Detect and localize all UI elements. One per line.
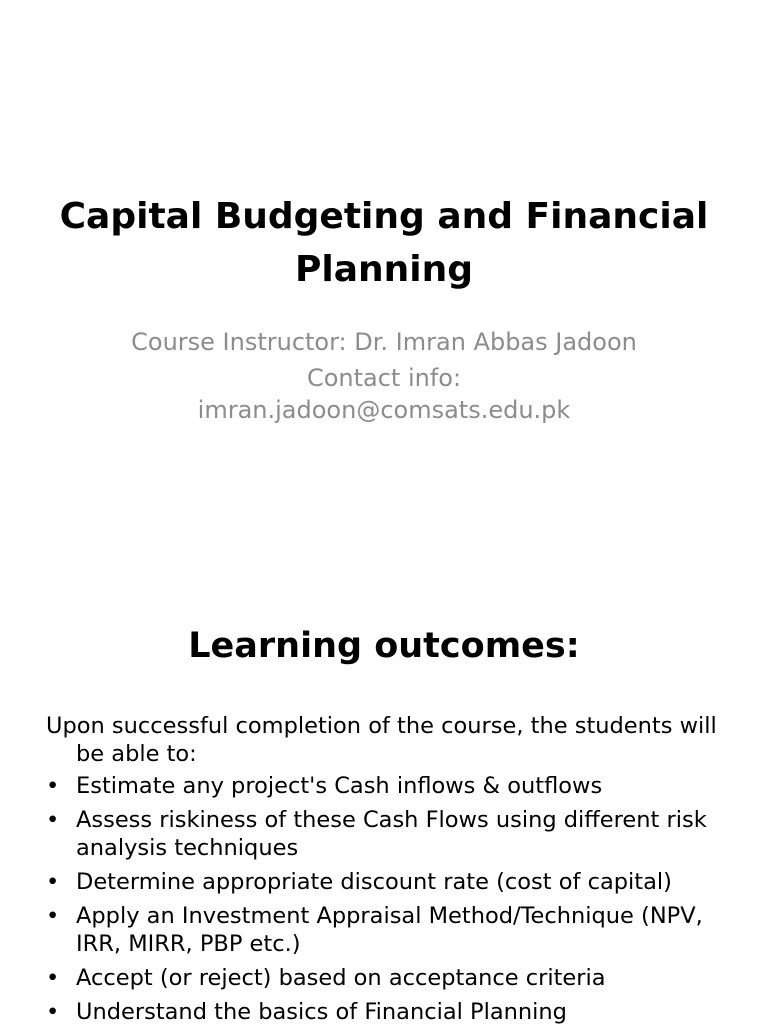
outcome-text: Accept (or reject) based on acceptance criteria (76, 965, 606, 991)
outcome-text: Determine appropriate discount rate (cost of capital) (76, 869, 672, 895)
outcome-text: Assess riskiness of these Cash Flows using different risk analysis techniques (76, 807, 707, 861)
slide-heading: Learning outcomes: (188, 626, 580, 666)
bullet-icon: • (46, 965, 60, 991)
list-item (46, 998, 736, 1024)
intro-text: Upon successful completion of the course, the students will be able to: (46, 713, 717, 767)
list-item (46, 806, 736, 862)
instructor-line: Course Instructor: Dr. Imran Abbas Jadoon (131, 328, 637, 356)
outcome-text: Apply an Investment Appraisal Method/Technique (NPV, IRR, MIRR, PBP etc.) (76, 903, 703, 957)
bullet-icon: • (46, 807, 60, 833)
list-item (46, 964, 736, 992)
contact-line: Contact info: imran.jadoon@comsats.edu.pk (197, 364, 571, 424)
bullet-icon: • (46, 999, 60, 1024)
slide-content (46, 712, 736, 1024)
bullet-icon: • (46, 773, 60, 799)
list-item (46, 902, 736, 958)
outcome-text: Estimate any project's Cash inflows & outflows (76, 773, 603, 799)
list-item (46, 868, 736, 896)
bullet-icon: • (46, 903, 60, 929)
learning-outcomes-slide (0, 576, 768, 1024)
slide-title: Capital Budgeting and Financial Planning (59, 196, 709, 290)
slide-subtitle (120, 326, 648, 426)
outcome-text: Understand the basics of Financial Planning (76, 999, 567, 1024)
bullet-icon: • (46, 869, 60, 895)
outcomes-list (46, 772, 736, 1024)
list-item (46, 772, 736, 800)
